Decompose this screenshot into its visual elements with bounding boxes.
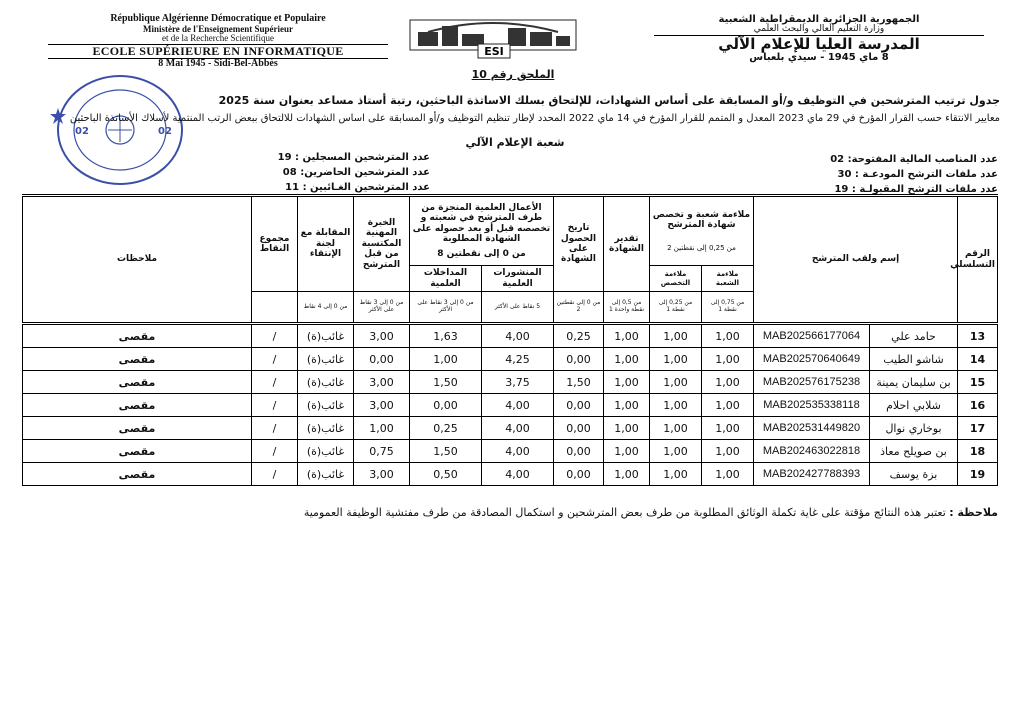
cell-date: 0,00 (553, 463, 603, 486)
header-french (48, 14, 388, 69)
cell-date: 0,25 (553, 324, 603, 348)
cell-conf: 1,63 (409, 324, 481, 348)
stamp-number-right: 02 (158, 126, 172, 137)
stat-registered: عدد المترشحين المسجلين : 19 (277, 152, 430, 163)
header-fr-line3: et de la Recherche Scientifique (162, 32, 274, 43)
annex-label: الملحق رقم 10 (471, 68, 555, 81)
cell-code: MAB202427788393 (753, 463, 869, 486)
cell-grade: 1,00 (603, 394, 649, 417)
cell-total: / (251, 348, 297, 371)
table-row (23, 348, 998, 371)
cell-note: مقصى (23, 324, 252, 348)
cell-date: 1,50 (553, 371, 603, 394)
stat-absent: عدد المترشحين الغـائبين : 11 (285, 182, 430, 193)
cell-name: شاشو الطيب (870, 348, 958, 371)
header-date: تاريخ الحصول على الشهادة (553, 196, 603, 292)
cell-n: 18 (958, 440, 998, 463)
cell-date: 0,00 (553, 348, 603, 371)
cell-conf: 1,50 (409, 371, 481, 394)
cell-name: شلابي احلام (870, 394, 958, 417)
range-conferences: من 0 إلى 3 نقاط على الأكثر (409, 292, 481, 324)
cell-total: / (251, 440, 297, 463)
cell-note: مقصى (23, 417, 252, 440)
cell-exp: 1,00 (353, 417, 409, 440)
cell-pub: 4,00 (481, 440, 553, 463)
cell-note: مقصى (23, 440, 252, 463)
cell-n: 16 (958, 394, 998, 417)
header-sci-group (409, 196, 553, 266)
range-total (251, 292, 297, 324)
cell-exp: 3,00 (353, 463, 409, 486)
cell-total: / (251, 324, 297, 348)
cell-conf: 1,50 (409, 440, 481, 463)
cell-fit_spec: 1,00 (649, 371, 701, 394)
cell-code: MAB202531449820 (753, 417, 869, 440)
cell-name: بزة يوسف (870, 463, 958, 486)
cell-interview: غائب(ة) (297, 371, 353, 394)
cell-grade: 1,00 (603, 324, 649, 348)
header-fr-line2: Ministère de l'Enseignement Supérieur (142, 23, 294, 34)
cell-exp: 3,00 (353, 394, 409, 417)
range-experience: من 0 إلى 3 نقاط على الأكثر (353, 292, 409, 324)
cell-exp: 3,00 (353, 324, 409, 348)
cell-pub: 4,00 (481, 324, 553, 348)
cell-conf: 0,00 (409, 394, 481, 417)
remark-text: تعتبر هذه النتائج مؤقتة على غاية تكملة الوثائق المطلوبة من طرف بعض المترشحين و استكمال المصادقة من طرف مفتشية الوظيفة العمومية (303, 506, 946, 519)
header-fit-range: من 0,25 إلى نقطتين 2 (667, 244, 736, 253)
cell-note: مقصى (23, 371, 252, 394)
cell-name: بن صويلح معاذ (870, 440, 958, 463)
cell-total: / (251, 371, 297, 394)
cell-date: 0,00 (553, 417, 603, 440)
logo-text: ESI (484, 45, 504, 58)
cell-note: مقصى (23, 394, 252, 417)
range-fit-branch: من 0,75 إلى نقطة 1 (701, 292, 753, 324)
remark (18, 506, 998, 519)
cell-exp: 0,75 (353, 440, 409, 463)
table-row (23, 440, 998, 463)
cell-n: 13 (958, 324, 998, 348)
cell-fit_spec: 1,00 (649, 348, 701, 371)
candidates-stats (200, 150, 430, 195)
table-row (23, 394, 998, 417)
cell-pub: 4,25 (481, 348, 553, 371)
cell-date: 0,00 (553, 440, 603, 463)
cell-fit_spec: 1,00 (649, 417, 701, 440)
cell-note: مقصى (23, 348, 252, 371)
header-sci-title: الأعمال العلمية المنجزة من طرف المترشح في شعبته و تخصصه قبل أو بعد حصوله على الشهادة المطلوبة (412, 203, 551, 245)
cell-n: 14 (958, 348, 998, 371)
cell-grade: 1,00 (603, 440, 649, 463)
school-address-ar: 8 ماي 1945 - سيدي بلعباس (749, 52, 889, 64)
cell-name: بن سليمان يمينة (870, 371, 958, 394)
cell-total: / (251, 463, 297, 486)
header-publications: المنشورات العلمية (481, 266, 553, 292)
header-total: مجموع النقاط (251, 196, 297, 292)
cell-interview: غائب(ة) (297, 394, 353, 417)
cell-note: مقصى (23, 463, 252, 486)
school-logo (408, 18, 578, 60)
stat-files-submitted: عدد ملفات الترشح المودعـة : 30 (837, 169, 998, 180)
cell-total: / (251, 417, 297, 440)
branch-label: شعبة الإعلام الآلي (465, 136, 565, 149)
stat-files-accepted: عدد ملفات الترشح المقبولـة : 19 (834, 184, 998, 195)
cell-pub: 3,75 (481, 371, 553, 394)
table-row (23, 371, 998, 394)
header-conferences: المداخلات العلمية (409, 266, 481, 292)
header-sci-range: من 0 إلى نقطتين 8 (437, 248, 526, 259)
header-interview: المقابلة مع لجنة الإنتقاء (297, 196, 353, 292)
cell-fit_spec: 1,00 (649, 463, 701, 486)
school-address-fr: 8 Mai 1945 - Sidi-Bel-Abbès (158, 57, 278, 69)
table-row (23, 324, 998, 348)
cell-conf: 1,00 (409, 348, 481, 371)
cell-code: MAB202576175238 (753, 371, 869, 394)
cell-code: MAB202463022818 (753, 440, 869, 463)
cell-fit_branch: 1,00 (701, 348, 753, 371)
stamp-number-left: 02 (75, 126, 89, 137)
official-stamp (50, 68, 200, 188)
cell-fit_branch: 1,00 (701, 324, 753, 348)
cell-fit_spec: 1,00 (649, 324, 701, 348)
cell-fit_spec: 1,00 (649, 440, 701, 463)
cell-interview: غائب(ة) (297, 463, 353, 486)
remark-label: ملاحظة : (949, 506, 998, 519)
cell-fit_branch: 1,00 (701, 371, 753, 394)
selection-criteria: معايير الانتقاء حسب القرار المؤرخ في 29 ماي 2023 المعدل و المتمم للقرار المؤرخ في 14 ماي 2022 المحدد لإطار تنظيم التوظيف و/أو المسابقة على اساس الشهادات للالتحاق ببعض الرتب المنتمية لأسلاك الأساتذة الباحثين (69, 113, 1000, 124)
header-ar-line2: وزارة التعليم العالي والبحث العلمي (753, 24, 885, 34)
document-title: جدول ترتيب المترشحين في التوظيف و/أو المسابقة على أساس الشهادات، للإلتحاق بسلك الاساتذة الباحثين، رتبة أستاذ مساعد بعنوان سنة 2025 (218, 94, 1000, 107)
header-fit-branch: ملاءمة الشعبة (701, 266, 753, 292)
cell-pub: 4,00 (481, 394, 553, 417)
range-interview: من 0 إلى 4 نقاط (297, 292, 353, 324)
cell-grade: 1,00 (603, 371, 649, 394)
header-ar-line1: الجمهورية الجزائرية الديمقراطية الشعبية (718, 14, 920, 25)
cell-fit_branch: 1,00 (701, 463, 753, 486)
cell-exp: 3,00 (353, 371, 409, 394)
cell-fit_branch: 1,00 (701, 440, 753, 463)
range-grade: من 0,5 إلى نقطة واحدة 1 (603, 292, 649, 324)
cell-name: حامد علي (870, 324, 958, 348)
header-serial: الرقم التسلسلي (958, 196, 998, 324)
cell-date: 0,00 (553, 394, 603, 417)
cell-interview: غائب(ة) (297, 440, 353, 463)
table-row (23, 417, 998, 440)
cell-interview: غائب(ة) (297, 348, 353, 371)
cell-code: MAB202570640649 (753, 348, 869, 371)
stat-present: عدد المترشحين الحاضرين: 08 (282, 167, 430, 178)
cell-name: بوخاري نوال (870, 417, 958, 440)
cell-fit_branch: 1,00 (701, 394, 753, 417)
cell-total: / (251, 394, 297, 417)
cell-grade: 1,00 (603, 463, 649, 486)
header-fit-title: ملاءمة شعبة و تخصص شهادة المترشح (652, 209, 751, 230)
range-date: من 0 إلى نقطتين 2 (553, 292, 603, 324)
header-fit-spec: ملاءمة التخصص (649, 266, 701, 292)
header-fit-group (649, 196, 753, 266)
cell-grade: 1,00 (603, 348, 649, 371)
cell-n: 15 (958, 371, 998, 394)
cell-fit_branch: 1,00 (701, 417, 753, 440)
cell-interview: غائب(ة) (297, 324, 353, 348)
cell-code: MAB202535338118 (753, 394, 869, 417)
header-arabic (654, 14, 984, 63)
cell-pub: 4,00 (481, 463, 553, 486)
school-name-ar: المدرسة العليا للإعلام الآلي (654, 35, 984, 53)
cell-conf: 0,25 (409, 417, 481, 440)
ranking-table (22, 194, 998, 486)
header-name: إسم ولقب المترشح (753, 196, 957, 324)
cell-exp: 0,00 (353, 348, 409, 371)
cell-grade: 1,00 (603, 417, 649, 440)
cell-n: 19 (958, 463, 998, 486)
range-publications: 5 نقاط على الأكثر (481, 292, 553, 324)
cell-interview: غائب(ة) (297, 417, 353, 440)
cell-pub: 4,00 (481, 417, 553, 440)
cell-n: 17 (958, 417, 998, 440)
header-notes: ملاحظات (23, 196, 252, 324)
positions-stats (798, 152, 998, 197)
school-name-fr: ECOLE SUPÉRIEURE EN INFORMATIQUE (48, 44, 388, 59)
cell-conf: 0,50 (409, 463, 481, 486)
cell-code: MAB202566177064 (753, 324, 869, 348)
header-experience: الخبرة المهنية المكتسبة من قبل المترشح (353, 196, 409, 292)
header-grade: تقدير الشهادة (603, 196, 649, 292)
table-row (23, 463, 998, 486)
cell-fit_spec: 1,00 (649, 394, 701, 417)
stat-open-positions: عدد المناصب المالية المفتوحة: 02 (830, 154, 998, 165)
header-fr-line1: République Algérienne Démocratique et Populaire (110, 13, 326, 24)
range-fit-spec: من 0,25 إلى نقطة 1 (649, 292, 701, 324)
